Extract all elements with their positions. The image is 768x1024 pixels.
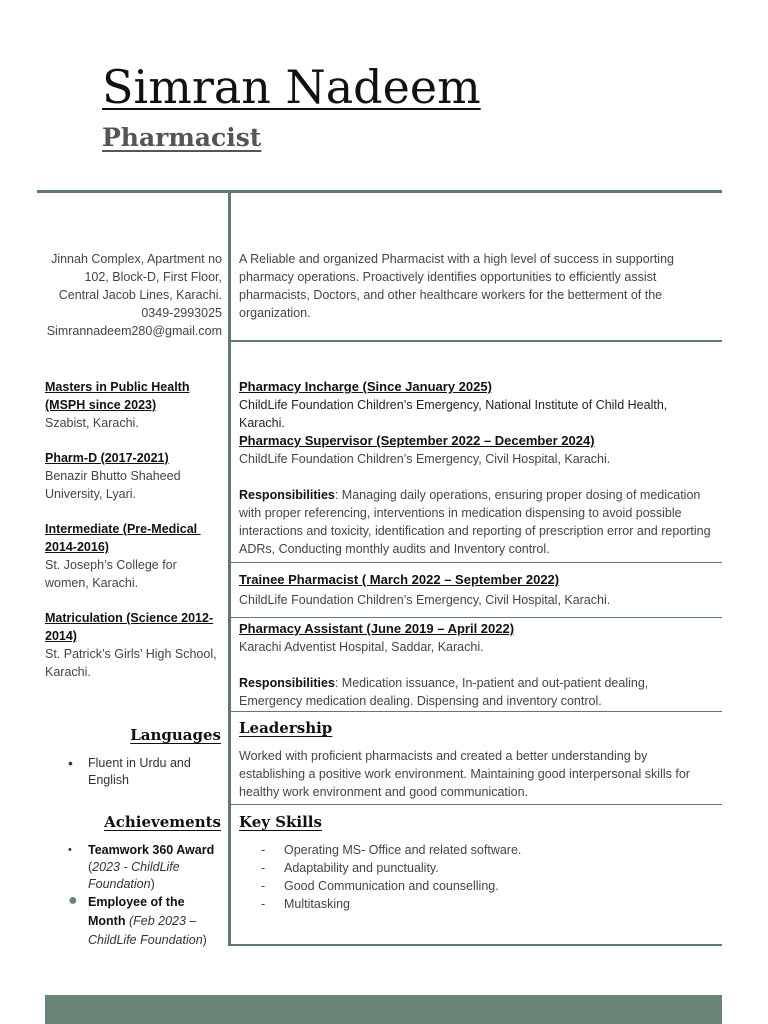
address-line: Jinnah Complex, Apartment no [51, 252, 222, 266]
achievement-paren: ( [88, 860, 93, 874]
responsibilities-label: Responsibilities [239, 488, 335, 502]
experience-trainee [239, 571, 711, 609]
dash-icon: - [261, 861, 266, 875]
summary-divider [231, 340, 722, 342]
header-divider [37, 190, 722, 193]
leadership-text: Worked with proficient pharmacists and created a better understanding by establishing a positive work environment. Maintaining good interpersonal skills for healthy work environment and good communication. [239, 749, 690, 799]
bullet-icon: • [68, 844, 72, 856]
education-detail: women, Karachi. [45, 576, 139, 590]
dash-icon: - [261, 879, 266, 893]
footer-band [45, 995, 722, 1024]
skill-item [239, 895, 709, 913]
job-title-trainee: Trainee Pharmacist ( March 2022 – September 2022) [239, 572, 560, 587]
education-heading: Matriculation (Science 2012- [45, 611, 214, 625]
skill-text: Multitasking [284, 897, 350, 911]
responsibilities-label: Responsibilities [239, 676, 335, 690]
achievement-detail: 2023 - ChildLife Foundation [88, 860, 180, 891]
responsibilities-text: : Medication issuance, In-patient and out-patient dealing, Emergency medication dealing. Dispensing and inventory control. [239, 676, 649, 708]
job-title-assistant: Pharmacy Assistant (June 2019 – April 2022) [239, 621, 515, 636]
skill-item [239, 859, 709, 877]
achievement-detail: (Feb 2023 – ChildLife Foundation [88, 914, 203, 947]
achievements-heading: Achievements [104, 813, 221, 831]
experience-section [239, 378, 711, 558]
education-heading: 2014-2016) [45, 540, 109, 554]
education-heading: Masters in Public Health [45, 380, 190, 394]
language-item [62, 755, 212, 789]
education-item [45, 520, 225, 592]
contact-info [38, 250, 222, 340]
candidate-name: Simran Nadeem [102, 60, 481, 114]
bullet-icon: • [68, 755, 73, 771]
achievement-name: Employee of the Month [88, 895, 185, 928]
skill-item [239, 841, 709, 859]
job-title: Pharmacist [102, 123, 262, 152]
achievement-paren: ) [202, 933, 207, 947]
skills-heading: Key Skills [239, 813, 322, 831]
achievement-name: Teamwork 360 Award [88, 843, 215, 857]
skill-text: Operating MS- Office and related software. [284, 843, 522, 857]
achievement-item [62, 893, 222, 950]
responsibilities-text: : Managing daily operations, ensuring proper dosing of medication with proper referencing, interventions in medication dispensing to avoid possible interactions and toxicity, identification and reporting of prescription error and reporting ADRs, Conducting monthly audits and Inventory control. [239, 488, 711, 556]
languages-heading: Languages [130, 726, 221, 744]
email-address: Simrannadeem280@gmail.com [46, 324, 222, 338]
bullet-icon: ● [68, 892, 78, 909]
skill-text: Good Communication and counselling. [284, 879, 499, 893]
education-heading: Intermediate (Pre-Medical [45, 522, 201, 536]
address-line: 102, Block-D, First Floor, [84, 270, 222, 284]
job-title-supervisor: Pharmacy Supervisor (September 2022 – December 2024) [239, 433, 595, 448]
education-heading: 2014) [45, 629, 77, 643]
education-detail: St. Patrick’s Girls’ High School, [45, 647, 217, 661]
achievement-item [62, 842, 222, 893]
job-title-incharge: Pharmacy Incharge (Since January 2025) [239, 379, 492, 394]
skill-text: Adaptability and punctuality. [284, 861, 439, 875]
education-item [45, 449, 225, 503]
languages-list [62, 755, 212, 789]
job-org: Karachi Adventist Hospital, Saddar, Karachi. [239, 640, 484, 654]
job-responsibilities [239, 486, 711, 558]
language-text: Fluent in Urdu and English [88, 756, 191, 787]
experience-assistant [239, 620, 711, 710]
phone-number: 0349-2993025 [141, 306, 222, 320]
column-divider [228, 193, 231, 946]
education-heading: (MSPH since 2023) [45, 398, 157, 412]
education-detail: University, Lyari. [45, 487, 136, 501]
divider-skills [231, 804, 722, 805]
job-org: ChildLife Foundation Children’s Emergency, Civil Hospital, Karachi. [239, 452, 611, 466]
divider-leadership [231, 711, 722, 712]
profile-summary: A Reliable and organized Pharmacist with a high level of success in supporting pharmacy operations. Proactively identifies opportunities to efficiently assist pharmacists, Doctors, and other healthcare workers for the betterment of the organization. [239, 252, 674, 320]
skills-list [239, 841, 709, 913]
divider-trainee [231, 562, 722, 563]
skill-item [239, 877, 709, 895]
dash-icon: - [261, 843, 266, 857]
education-item [45, 378, 225, 432]
education-detail: Benazir Bhutto Shaheed [45, 469, 181, 483]
leadership-heading: Leadership [239, 719, 333, 737]
education-heading: Pharm-D (2017-2021) [45, 451, 169, 465]
education-detail: Karachi. [45, 665, 91, 679]
job-org: ChildLife Foundation Children’s Emergency, Civil Hospital, Karachi. [239, 593, 611, 607]
education-detail: St. Joseph’s College for [45, 558, 177, 572]
education-detail: Szabist, Karachi. [45, 416, 139, 430]
address-line: Central Jacob Lines, Karachi. [58, 288, 222, 302]
job-responsibilities [239, 674, 711, 710]
achievement-paren: ) [150, 877, 155, 891]
achievements-list [62, 842, 222, 950]
job-org: Karachi. [239, 416, 285, 430]
divider-assistant [231, 617, 722, 618]
dash-icon: - [261, 897, 266, 911]
job-org: ChildLife Foundation Children’s Emergency, National Institute of Child Health, [239, 398, 668, 412]
bottom-divider [231, 944, 722, 946]
education-item [45, 609, 225, 681]
